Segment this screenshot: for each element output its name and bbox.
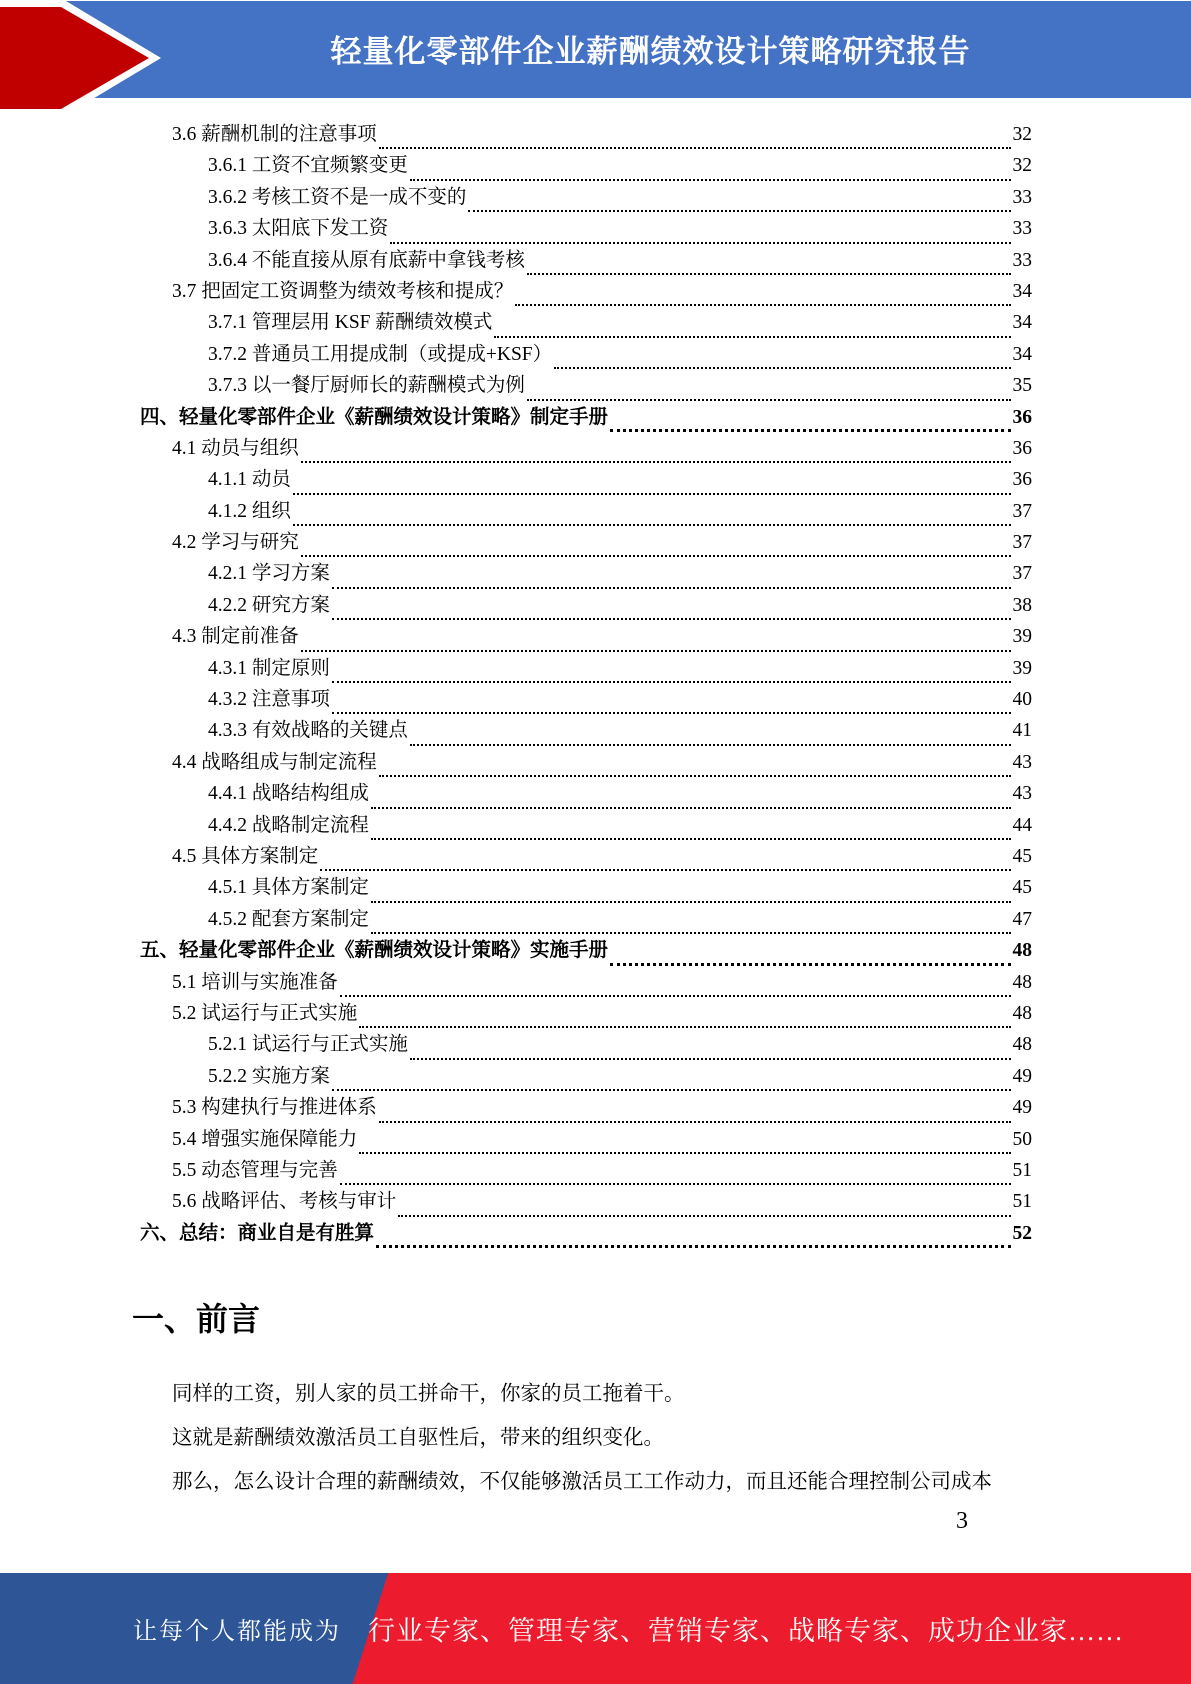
toc-dot-leader [371, 895, 1011, 903]
toc-page-number: 40 [1012, 689, 1032, 711]
toc-page-number: 48 [1012, 1034, 1032, 1056]
toc-dot-leader [293, 518, 1011, 526]
toc-entry [140, 463, 1032, 494]
toc-page-number: 45 [1012, 845, 1032, 867]
toc-entry-label: 5.6 战略评估、考核与审计 [172, 1191, 397, 1213]
toc-entry-label: 4.3.3 有效战略的关键点 [208, 720, 408, 742]
toc-dot-leader [515, 298, 1010, 306]
toc-dot-leader [610, 957, 1010, 966]
toc-entry [140, 401, 1032, 432]
toc-entry [140, 1091, 1032, 1122]
toc-dot-leader [332, 675, 1011, 683]
toc-entry-label: 五、轻量化零部件企业《薪酬绩效设计策略》实施手册 [140, 940, 609, 962]
toc-entry [140, 181, 1032, 212]
toc-page-number: 33 [1012, 218, 1032, 240]
toc-page-number: 48 [1012, 1002, 1032, 1024]
toc-dot-leader [410, 173, 1011, 181]
toc-dot-leader [332, 581, 1011, 589]
paragraph: 这就是薪酬绩效激活员工自驱性后，带来的组织变化。 [172, 1427, 664, 1449]
toc-page-number: 36 [1012, 406, 1032, 428]
toc-dot-leader [359, 1146, 1010, 1154]
toc-entry [140, 1154, 1032, 1185]
toc-entry [140, 275, 1032, 306]
toc-dot-leader [371, 801, 1011, 809]
toc-entry-label: 5.2 试运行与正式实施 [172, 1002, 358, 1024]
toc-entry [140, 652, 1032, 683]
toc-page-number: 34 [1012, 312, 1032, 334]
toc-entry-label: 4.4.2 战略制定流程 [208, 814, 369, 836]
toc-entry-label: 4.1.1 动员 [208, 469, 291, 491]
toc-page-number: 43 [1012, 751, 1032, 773]
toc-page-number: 38 [1012, 594, 1032, 616]
toc-dot-leader [410, 738, 1011, 746]
toc-entry [140, 1060, 1032, 1091]
toc-entry-label: 3.6.1 工资不宜频繁变更 [208, 155, 408, 177]
toc-entry-label: 3.6 薪酬机制的注意事项 [172, 124, 377, 145]
toc-dot-leader [320, 863, 1010, 871]
toc-dot-leader [379, 769, 1011, 777]
toc-page-number: 39 [1012, 657, 1032, 679]
toc-entry-label: 5.3 构建执行与推进体系 [172, 1097, 377, 1119]
toc-dot-leader [371, 832, 1011, 840]
toc-dot-leader [359, 1020, 1010, 1028]
toc-entry [140, 212, 1032, 243]
toc-entry-label: 4.3.1 制定原则 [208, 657, 330, 679]
toc-entry [140, 557, 1032, 588]
toc-entry-label: 3.6.4 不能直接从原有底薪中拿钱考核 [208, 249, 525, 271]
toc-page-number: 52 [1012, 1222, 1032, 1244]
toc-entry [140, 934, 1032, 965]
toc-dot-leader [410, 1052, 1011, 1060]
paragraph: 同样的工资，别人家的员工拼命干，你家的员工拖着干。 [172, 1383, 685, 1405]
page-footer [0, 1573, 1191, 1684]
toc-page-number: 48 [1012, 971, 1032, 993]
toc-entry-label: 4.5.1 具体方案制定 [208, 877, 369, 899]
toc-entry-label: 4.2.1 学习方案 [208, 563, 330, 585]
toc-page-number: 36 [1012, 469, 1032, 491]
toc-page-number: 35 [1012, 375, 1032, 397]
toc-entry-label: 3.7.3 以一餐厅厨师长的薪酬模式为例 [208, 375, 525, 397]
toc-page-number: 50 [1012, 1128, 1032, 1150]
toc-dot-leader [332, 612, 1011, 620]
intro-paragraphs [172, 1383, 1062, 1515]
toc-dot-leader [398, 1209, 1010, 1217]
toc-page-number: 45 [1012, 877, 1032, 899]
toc-dot-leader [332, 1083, 1011, 1091]
toc-entry-label: 3.7.1 管理层用 KSF 薪酬绩效模式 [208, 312, 493, 334]
toc-entry-label: 5.2.1 试运行与正式实施 [208, 1034, 408, 1056]
toc-page-number: 51 [1012, 1159, 1032, 1181]
toc-page-number: 37 [1012, 532, 1032, 554]
toc-entry-label: 4.5 具体方案制定 [172, 845, 319, 867]
section-heading: 一、前言 [132, 1301, 261, 1337]
arrow-fill [0, 7, 149, 109]
paragraph: 那么，怎么设计合理的薪酬绩效，不仅能够激活员工工作动力，而且还能合理控制公司成本 [172, 1471, 992, 1493]
toc-entry [140, 1028, 1032, 1059]
toc-dot-leader [340, 1177, 1011, 1185]
toc-page-number: 39 [1012, 626, 1032, 648]
toc-entry [140, 306, 1032, 337]
toc-entry-label: 4.2 学习与研究 [172, 532, 299, 554]
toc-entry-label: 5.5 动态管理与完善 [172, 1159, 338, 1181]
toc-page-number: 49 [1012, 1097, 1032, 1119]
toc-entry [140, 997, 1032, 1028]
toc-entry [140, 1185, 1032, 1216]
toc-dot-leader [527, 393, 1011, 401]
toc-entry [140, 809, 1032, 840]
toc-page-number: 37 [1012, 563, 1032, 585]
page-header [0, 0, 1191, 99]
red-arrow-icon [0, 0, 162, 117]
toc-entry [140, 149, 1032, 180]
toc-page-number: 37 [1012, 500, 1032, 522]
toc-entry [140, 714, 1032, 745]
toc-page-number: 34 [1012, 280, 1032, 302]
toc-page-number: 48 [1012, 940, 1032, 962]
toc-entry [140, 871, 1032, 902]
toc-page-number: 41 [1012, 720, 1032, 742]
toc-dot-leader [554, 361, 1010, 369]
toc-page-number: 49 [1012, 1065, 1032, 1087]
toc-entry [140, 369, 1032, 400]
table-of-contents [140, 118, 1032, 1248]
toc-entry-label: 四、轻量化零部件企业《薪酬绩效设计策略》制定手册 [140, 406, 609, 428]
toc-dot-leader [301, 644, 1011, 652]
toc-entry-label: 4.3 制定前准备 [172, 626, 299, 648]
toc-page-number: 34 [1012, 343, 1032, 365]
toc-page-number: 33 [1012, 186, 1032, 208]
toc-entry-label: 5.2.2 实施方案 [208, 1065, 330, 1087]
toc-entry [140, 966, 1032, 997]
toc-dot-leader [332, 706, 1011, 714]
toc-entry-label: 4.1.2 组织 [208, 500, 291, 522]
toc-entry [140, 620, 1032, 651]
toc-entry-label: 3.7.2 普通员工用提成制（或提成+KSF） [208, 343, 553, 365]
toc-entry-label: 3.7 把固定工资调整为绩效考核和提成？ [172, 280, 514, 302]
toc-entry [140, 589, 1032, 620]
toc-entry [140, 1217, 1032, 1248]
toc-page-number: 36 [1012, 437, 1032, 459]
toc-entry-label: 5.1 培训与实施准备 [172, 971, 338, 993]
toc-entry-label: 4.2.2 研究方案 [208, 594, 330, 616]
toc-dot-leader [468, 204, 1010, 212]
toc-entry-label: 六、总结：商业自是有胜算 [140, 1222, 375, 1244]
toc-page-number: 51 [1012, 1191, 1032, 1213]
toc-dot-leader [301, 455, 1011, 463]
toc-entry-label: 3.6.3 太阳底下发工资 [208, 218, 389, 240]
toc-dot-leader [376, 1239, 1010, 1248]
toc-dot-leader [379, 141, 1011, 149]
toc-entry-label: 4.3.2 注意事项 [208, 689, 330, 711]
page-number: 3 [956, 1508, 968, 1534]
toc-entry-label: 5.4 增强实施保障能力 [172, 1128, 358, 1150]
toc-entry [140, 683, 1032, 714]
footer-slogan-right: 行业专家、管理专家、营销专家、战略专家、成功企业家…… [368, 1616, 1124, 1646]
toc-dot-leader [494, 330, 1010, 338]
toc-page-number: 47 [1012, 908, 1032, 930]
toc-dot-leader [293, 487, 1011, 495]
toc-dot-leader [379, 1115, 1011, 1123]
toc-page-number: 44 [1012, 814, 1032, 836]
toc-entry [140, 1123, 1032, 1154]
toc-page-number: 33 [1012, 249, 1032, 271]
toc-entry-label: 4.4.1 战略结构组成 [208, 783, 369, 805]
toc-entry [140, 432, 1032, 463]
toc-entry [140, 338, 1032, 369]
toc-entry-label: 4.5.2 配套方案制定 [208, 908, 369, 930]
toc-entry-label: 4.1 动员与组织 [172, 437, 299, 459]
toc-page-number: 32 [1012, 124, 1032, 145]
toc-dot-leader [610, 423, 1010, 432]
toc-entry [140, 244, 1032, 275]
toc-entry [140, 840, 1032, 871]
footer-slogan-left: 让每个人都能成为 [133, 1619, 341, 1645]
toc-dot-leader [527, 267, 1011, 275]
toc-entry [140, 495, 1032, 526]
toc-page-number: 32 [1012, 155, 1032, 177]
toc-dot-leader [390, 236, 1010, 244]
toc-entry [140, 777, 1032, 808]
toc-entry [140, 903, 1032, 934]
toc-entry [140, 526, 1032, 557]
toc-entry-label: 4.4 战略组成与制定流程 [172, 751, 377, 773]
toc-dot-leader [371, 926, 1011, 934]
toc-dot-leader [301, 549, 1011, 557]
toc-dot-leader [340, 989, 1011, 997]
toc-entry [140, 118, 1032, 149]
toc-entry [140, 746, 1032, 777]
page-title: 轻量化零部件企业薪酬绩效设计策略研究报告 [330, 34, 971, 69]
toc-page-number: 43 [1012, 783, 1032, 805]
toc-entry-label: 3.6.2 考核工资不是一成不变的 [208, 186, 467, 208]
